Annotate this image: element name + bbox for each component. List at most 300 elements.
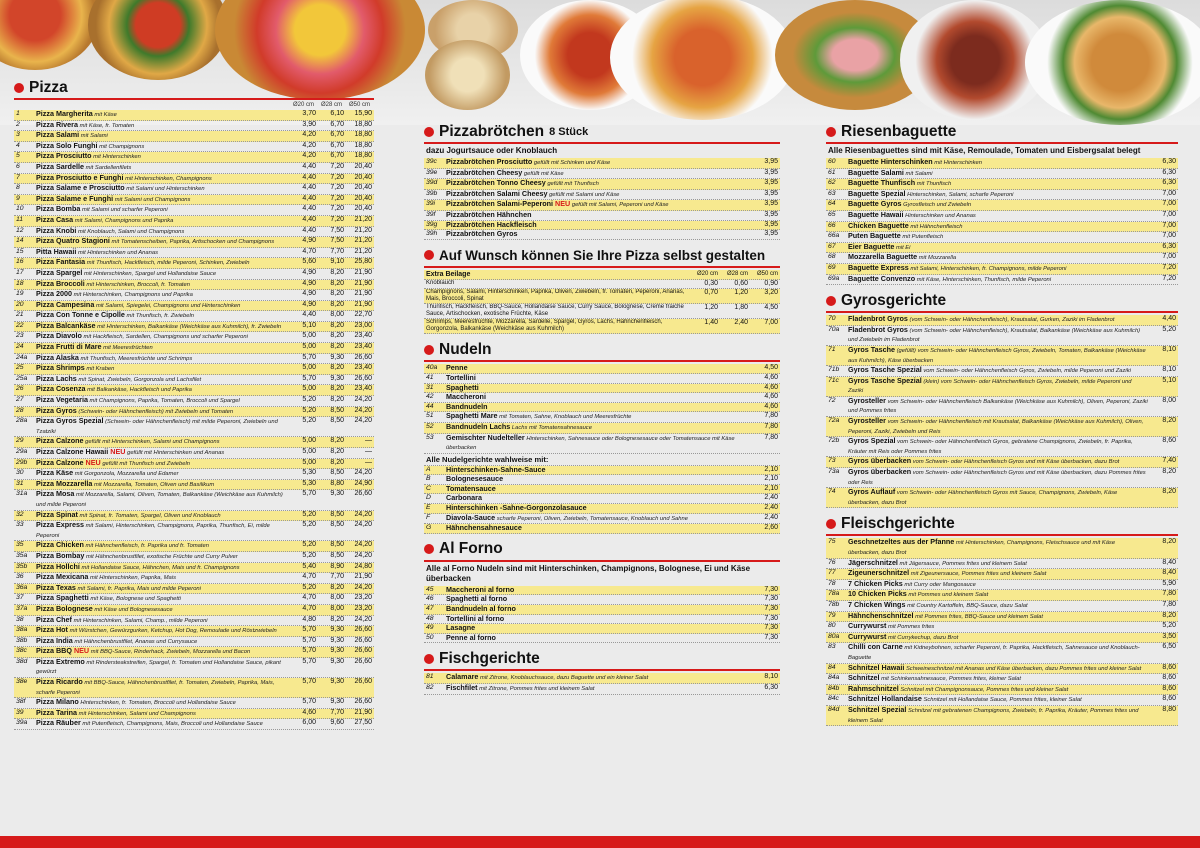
item-name: Pizza Prosciutto e Funghi: [36, 173, 124, 182]
gyros-list: [826, 315, 1178, 508]
item-text: [36, 152, 288, 162]
item-description: mit Jägersauce, Pommes frites und kleinem Salat: [897, 560, 1027, 567]
item-description: gefüllt mit Salami und Käse: [547, 191, 620, 198]
item-description: vom Schwein- oder Hähnchenfleisch Gyros und mit Käse überbacken, dazu Pommes frites oder Reis: [848, 470, 1146, 486]
item-text: [848, 200, 1148, 210]
item-price: 23,40: [354, 332, 372, 340]
menu-row: [14, 110, 374, 121]
item-price: 4,40: [302, 215, 316, 223]
item-description: mit Salami und scharfer Peperoni: [80, 207, 168, 214]
item-price: 26,60: [354, 353, 372, 361]
item-price: 8,20: [330, 583, 344, 591]
item-price: 24,20: [354, 615, 372, 623]
menu-row: [826, 674, 1178, 685]
item-text: [848, 275, 1148, 285]
item-name: Gyros Tasche: [848, 345, 896, 354]
item-text: [446, 475, 750, 484]
item-name: Pizza Spaghetti: [36, 594, 89, 603]
item-price: 6,70: [330, 131, 344, 139]
item-price: 8,90: [330, 562, 344, 570]
item-number: 38d: [16, 657, 28, 665]
item-text: [36, 248, 288, 258]
menu-row: [14, 719, 374, 730]
item-price: 8,60: [1162, 437, 1176, 445]
item-price: 8,50: [330, 541, 344, 549]
item-text: [446, 179, 750, 189]
item-price: 4,60: [302, 708, 316, 716]
item-price: 26,60: [354, 678, 372, 686]
item-price: 5,70: [302, 647, 316, 655]
item-text: [36, 364, 288, 374]
item-number: 6: [16, 162, 20, 170]
item-description: mit Salami, Champignons und Paprika: [73, 217, 174, 224]
item-price: 9,30: [330, 353, 344, 361]
item-text: [848, 674, 1148, 684]
item-name: Pizza Calzone: [36, 437, 84, 446]
item-text: [36, 417, 288, 436]
menu-row: [826, 179, 1178, 190]
extra-items: Schrimps, Meeresfrüchte, Mozzarella, Sardelle, Spargel, Gyros, Lachs, Hähnchenfleisch, Gorgonzola, Balkankäse (Weichkäse aus Kuhmilch): [426, 319, 663, 333]
divider: [424, 266, 780, 268]
item-description: Schnitzel mit Champignonsauce, Pommes frites und kleiner Salat: [898, 686, 1069, 693]
item-name: 7 Chicken Picks: [848, 579, 903, 588]
menu-row: [826, 590, 1178, 601]
item-price: 8,40: [1162, 569, 1176, 577]
item-name: Bandnudeln Lachs: [446, 422, 511, 431]
item-name: Pizza Balcankäse: [36, 321, 96, 330]
item-number: 37a: [16, 604, 28, 612]
item-price: 8,00: [330, 604, 344, 612]
item-name: Gyros überbacken: [848, 468, 912, 477]
item-name: Pizza Salami: [36, 131, 80, 140]
item-price: 26,60: [354, 636, 372, 644]
item-text: [36, 605, 288, 615]
item-text: [36, 626, 288, 636]
section-title: Al Forno: [439, 540, 503, 558]
item-name: Pizza Käse: [36, 469, 74, 478]
section-title: Pizza: [29, 78, 68, 96]
item-text: [36, 311, 288, 321]
item-text: [36, 142, 288, 152]
item-price: 6,00: [302, 719, 316, 727]
extra-items: Thunfisch, Hackfleisch, BBQ-Sauce, Hollandaise Sauce, Curry Sauce, Bolognese, Creme fraiche Sauce, Artischocken, exotische Früchte, Käse: [426, 304, 684, 318]
item-price: 4,90: [302, 290, 316, 298]
item-number: 40a: [426, 364, 438, 372]
item-name: Pizza Prosciutto: [36, 152, 92, 161]
item-number: 24: [16, 343, 24, 351]
item-number: 70: [828, 315, 836, 323]
item-number: 35b: [16, 562, 28, 570]
menu-row: [14, 469, 374, 480]
item-name: Spaghetti al forno: [446, 595, 508, 604]
menu-row: [14, 290, 374, 301]
item-description: mit Salami: [79, 133, 108, 140]
item-price: 5,20: [302, 541, 316, 549]
item-name: Eier Baguette: [848, 242, 895, 251]
new-badge: NEU: [83, 458, 101, 467]
menu-row: [424, 673, 780, 684]
item-price: 5,70: [302, 636, 316, 644]
item-description: mit Currykechup, dazu Brot: [886, 634, 959, 641]
item-description: mit Käse und Bolognesesauce: [92, 606, 173, 613]
item-text: [848, 590, 1148, 600]
item-price: 8,20: [330, 290, 344, 298]
item-text: [36, 216, 288, 226]
bullet-icon: [424, 250, 434, 260]
item-name: Bandnudeln: [446, 402, 488, 411]
item-number: 48: [426, 614, 434, 622]
section-subtitle: 8 Stück: [549, 125, 589, 138]
item-text: [848, 488, 1148, 507]
item-price: 4,60: [764, 393, 778, 401]
item-description: mit Sardellenfilets: [83, 164, 132, 171]
sauce-choice-list: [424, 466, 780, 534]
item-number: 39i: [426, 200, 436, 208]
item-description: mit Mozzarella: [917, 255, 957, 262]
item-price: 4,20: [302, 152, 316, 160]
item-text: [36, 280, 288, 290]
menu-row: [14, 448, 374, 459]
item-text: [848, 179, 1148, 189]
item-text: [848, 664, 1148, 674]
item-text: [446, 514, 750, 524]
item-name: Carbonara: [446, 494, 482, 503]
item-price: 6,30: [1162, 179, 1176, 187]
baguette-list: [826, 158, 1178, 285]
item-price: 4,90: [302, 279, 316, 287]
item-number: 77: [828, 569, 836, 577]
item-description: gefüllt mit Schinken und Käse: [532, 160, 611, 166]
divider: [14, 98, 374, 100]
item-name: Pizza Casa: [36, 215, 74, 224]
item-price: 5,00: [302, 364, 316, 372]
menu-row: [14, 541, 374, 552]
item-text: [848, 346, 1148, 365]
item-name: Pizza BBQ: [36, 647, 72, 656]
item-description: mit Hinterschinken, Champignons: [123, 175, 212, 182]
menu-row: [826, 169, 1178, 180]
item-price: 7,80: [764, 412, 778, 420]
item-price: 8,50: [330, 551, 344, 559]
item-price: 5,00: [302, 332, 316, 340]
item-text: [36, 541, 288, 551]
item-name: Pizza 2000: [36, 290, 72, 299]
item-price: 20,40: [354, 194, 372, 202]
item-price: 4,60: [764, 383, 778, 391]
item-price: 5,30: [302, 469, 316, 477]
menu-row: [424, 169, 780, 180]
item-text: [848, 457, 1148, 467]
item-price: 7,30: [764, 595, 778, 603]
item-number: 75: [828, 538, 836, 546]
item-text: [36, 258, 288, 268]
item-price: 8,50: [330, 521, 344, 529]
item-price: 26,60: [354, 647, 372, 655]
item-number: C: [426, 484, 431, 492]
item-name: Schnitzel: [848, 674, 880, 683]
item-text: [848, 612, 1148, 622]
item-price: 3,95: [764, 168, 778, 176]
item-number: 42: [426, 393, 434, 401]
item-text: [36, 407, 288, 417]
item-number: 20: [16, 300, 24, 308]
pizza-photo: [0, 0, 100, 70]
item-price: 8,60: [1162, 695, 1176, 703]
menu-row: [14, 184, 374, 195]
item-text: [446, 494, 750, 503]
item-price: 7,20: [1162, 263, 1176, 271]
item-text: [36, 174, 288, 184]
menu-row: [826, 601, 1178, 612]
menu-row: [424, 586, 780, 596]
item-price: 8,20: [330, 343, 344, 351]
item-text: [446, 169, 750, 179]
extra-price: 1,80: [734, 304, 748, 312]
item-number: 25a: [16, 374, 28, 382]
menu-row: [14, 269, 374, 280]
item-price: 4,40: [1162, 315, 1176, 323]
item-text: [848, 377, 1148, 396]
item-price: 9,60: [330, 719, 344, 727]
item-price: 8,00: [330, 594, 344, 602]
item-name: Gyros Spezial: [848, 437, 896, 446]
item-description: mit Würstchen, Gewürzgurken, Ketchup, Hot Dog, Remoulade und Röstzwiebeln: [67, 628, 277, 635]
item-number: 61: [828, 168, 836, 176]
menu-row: [424, 494, 780, 504]
item-description: Hinterschinken und Ananas: [903, 212, 976, 219]
item-number: 67: [828, 242, 836, 250]
item-number: E: [426, 504, 431, 512]
item-text: [446, 374, 750, 383]
item-price: 8,20: [1162, 488, 1176, 496]
item-number: 27: [16, 396, 24, 404]
item-text: [446, 586, 750, 595]
item-price: 27,50: [354, 719, 372, 727]
item-number: 33: [16, 521, 24, 529]
item-number: 38c: [16, 647, 27, 655]
divider: [826, 534, 1178, 536]
extra-price: 4,50: [764, 304, 778, 312]
item-text: [446, 423, 750, 433]
table-header: [424, 270, 780, 280]
item-text: [36, 448, 288, 458]
item-price: 5,20: [302, 521, 316, 529]
item-name: Spaghetti Mare: [446, 412, 498, 421]
item-number: 78a: [828, 590, 840, 598]
item-price: 2,40: [764, 494, 778, 502]
item-name: Pizza Mozzarella: [36, 479, 93, 488]
item-name: Pizza Frutti di Mare: [36, 343, 102, 352]
item-name: Spaghetti: [446, 383, 479, 392]
item-price: 5,70: [302, 657, 316, 665]
item-price: 24,20: [354, 417, 372, 425]
extra-price: 3,20: [764, 289, 778, 297]
menu-row: [14, 396, 374, 407]
item-price: 9,30: [330, 490, 344, 498]
item-name: Lasagne: [446, 624, 476, 633]
menu-row: [826, 633, 1178, 644]
item-text: [848, 622, 1148, 632]
item-name: Pizza Broccoli: [36, 279, 85, 288]
item-text: [36, 490, 288, 509]
item-price: 5,20: [1162, 325, 1176, 333]
item-name: Penne: [446, 364, 468, 373]
item-number: 45: [426, 585, 434, 593]
menu-row: [826, 695, 1178, 706]
item-price: 5,20: [302, 510, 316, 518]
item-number: 38: [16, 615, 24, 623]
item-name: Pizza Shrimps: [36, 364, 85, 373]
menu-row: [826, 622, 1178, 633]
item-description: vom Schwein- oder Hähnchenfleisch Gyros und mit Käse überbacken, dazu Brot: [911, 459, 1120, 466]
item-number: 72: [828, 396, 836, 404]
item-name: Pizza Salame e Prosciutto: [36, 184, 125, 193]
item-text: [848, 366, 1148, 376]
item-number: 83: [828, 643, 836, 651]
bullet-icon: [424, 544, 434, 554]
item-price: 3,95: [764, 210, 778, 218]
menu-row: [424, 624, 780, 634]
extra-price: 1,20: [734, 289, 748, 297]
item-text: [848, 158, 1148, 168]
item-number: A: [426, 465, 431, 473]
item-price: 8,10: [1162, 366, 1176, 374]
item-number: 39: [16, 708, 24, 716]
lasagne-plate-photo: [610, 0, 795, 120]
item-price: 7,20: [330, 205, 344, 213]
item-text: [848, 633, 1148, 643]
item-name: Hähnchenschnitzel: [848, 611, 914, 620]
item-name: Bandnudeln al forno: [446, 605, 516, 614]
item-number: 69: [828, 263, 836, 271]
item-name: Pizza Texas: [36, 583, 76, 592]
item-price: 7,00: [1162, 232, 1176, 240]
menu-row: [826, 580, 1178, 591]
menu-row: [424, 615, 780, 625]
item-price: 7,00: [1162, 189, 1176, 197]
item-description: vom Schwein- oder Hähnchenfleisch Gyros, gebratene Champignons, Zwiebeln, fr. Paprika, Kräuter mit Reis oder Pommes frites: [848, 439, 1133, 455]
item-text: [36, 647, 288, 657]
item-price: 15,90: [354, 110, 372, 117]
menu-row: [14, 237, 374, 248]
menu-row: [826, 158, 1178, 169]
item-number: 30: [16, 469, 24, 477]
item-price: 5,00: [302, 385, 316, 393]
item-price: 4,20: [302, 141, 316, 149]
item-price: 4,60: [764, 402, 778, 410]
item-price: 7,00: [1162, 210, 1176, 218]
item-number: G: [426, 524, 432, 532]
menu-row: [424, 403, 780, 413]
item-text: [848, 397, 1148, 416]
item-description: Hinterschinken, fr. Tomaten, Broccoli und Hollandaise Sauce: [78, 700, 236, 707]
item-name: 10 Chicken Picks: [848, 590, 907, 599]
menu-row: [14, 343, 374, 354]
item-text: [36, 678, 288, 697]
new-badge: NEU: [553, 200, 571, 209]
item-name: Diavola-Sauce: [446, 513, 496, 522]
item-name: Gyrosteller: [848, 396, 886, 405]
section-title: Riesenbaguette: [841, 122, 957, 140]
item-price: 5,00: [302, 448, 316, 455]
item-description: (vom Schwein- oder Hähnchenfleisch), Krautsalat, Balkankäse (Weichkäse aus Kuhmilch) und Zwiebeln im Fladenbrot: [848, 327, 1141, 344]
item-number: 44: [426, 402, 434, 410]
item-text: [36, 511, 288, 521]
item-price: 24,20: [354, 521, 372, 529]
item-name: Chicken Baguette: [848, 221, 909, 230]
item-name: Mozzarella Baguette: [848, 253, 918, 262]
menu-row: [826, 190, 1178, 201]
item-text: [848, 685, 1148, 695]
item-number: 29b: [16, 458, 28, 466]
size-label: Ø20 cm: [292, 102, 314, 108]
item-description: Hinterschinken, Salami, scharfe Peperoni: [905, 191, 1014, 198]
item-price: 24,20: [354, 551, 372, 559]
item-price: 21,90: [354, 708, 372, 716]
item-description: mit Hinterschinken, Champignons und Paprika: [71, 292, 193, 299]
item-text: [848, 706, 1148, 725]
item-price: 3,95: [764, 230, 778, 238]
menu-row: [826, 315, 1178, 326]
item-text: [36, 184, 288, 194]
item-price: 24,20: [354, 510, 372, 518]
item-text: [446, 605, 750, 614]
item-text: [36, 227, 288, 237]
item-price: 8,20: [330, 396, 344, 404]
item-price: 4,60: [764, 373, 778, 381]
menu-row: [424, 158, 780, 169]
item-name: Pizzabrötchen Salami Cheesy: [446, 189, 548, 198]
item-text: [36, 709, 288, 719]
item-price: 8,10: [1162, 345, 1176, 353]
item-number: 2: [16, 120, 20, 128]
item-price: 26,60: [354, 374, 372, 382]
item-text: [36, 205, 288, 215]
menu-row: [826, 377, 1178, 397]
item-number: 69a: [828, 274, 840, 282]
middle-column: [424, 122, 780, 695]
item-text: [446, 384, 750, 393]
item-description: mit Hinterschinken, Salami, Champ., milde Peperoni: [71, 617, 208, 624]
menu-row: [14, 552, 374, 563]
item-text: [848, 264, 1148, 274]
item-text: [446, 200, 750, 210]
item-text: [848, 253, 1148, 263]
item-price: 2,10: [764, 484, 778, 492]
item-description: mit Hinterschinken: [932, 160, 982, 166]
menu-row: [826, 488, 1178, 508]
broetchen-list: [424, 158, 780, 240]
item-number: 82: [426, 684, 434, 691]
item-number: D: [426, 494, 431, 502]
item-number: 49: [426, 624, 434, 632]
item-name: Pizza Spargel: [36, 268, 83, 277]
item-name: Hinterschinken-Sahne-Sauce: [446, 465, 546, 474]
item-price: 7,80: [764, 422, 778, 430]
item-name: Pizza Con Tonne e Cipolle: [36, 311, 125, 320]
bullet-icon: [826, 296, 836, 306]
item-description: mit BBQ-Sauce, Rinderhack, Zwiebeln, Mozzarella und Bacon: [89, 649, 251, 656]
item-price: 9,30: [330, 657, 344, 665]
item-text: [446, 684, 750, 694]
item-description: (Schwein- oder Hähnchenfleisch) mit Zwiebeln und Tomaten: [76, 408, 234, 415]
item-description: Lachs mit Tomatensahnesauce: [510, 424, 592, 431]
item-text: [446, 211, 750, 220]
item-number: 36a: [16, 583, 28, 591]
item-text: [36, 658, 288, 677]
schnitzel-plate-photo: [1025, 0, 1200, 125]
menu-row: [424, 412, 780, 423]
